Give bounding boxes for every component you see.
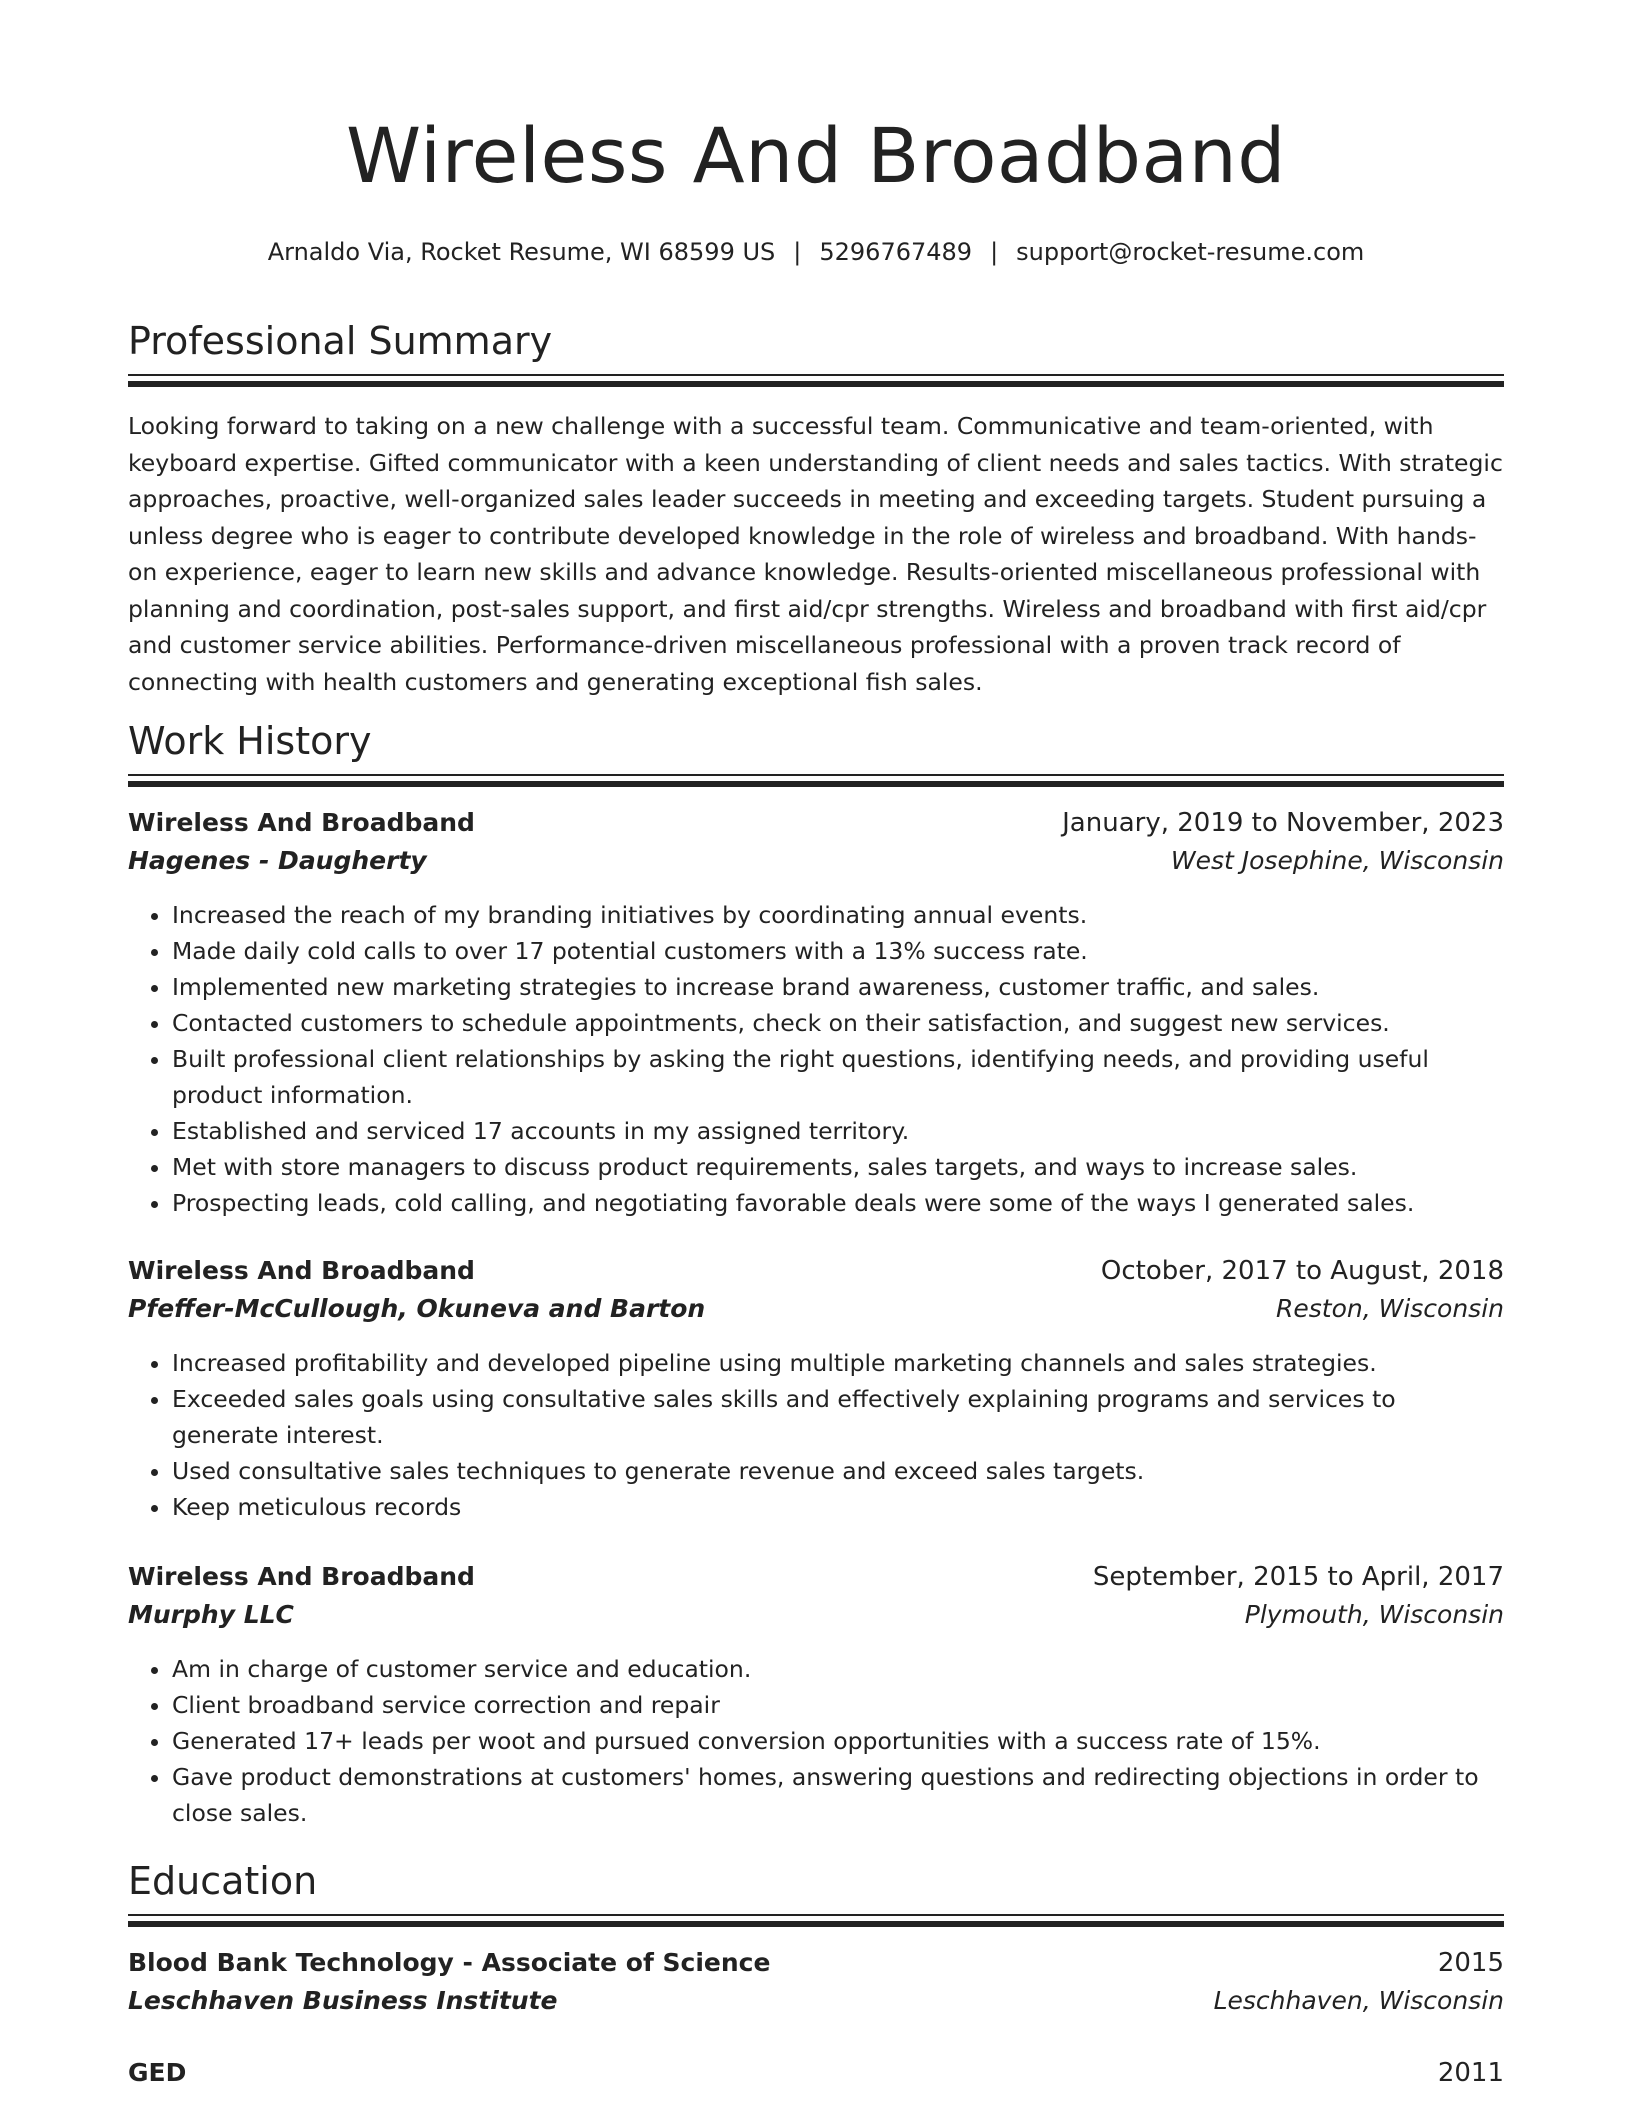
job-bullet: • Used consultative sales techniques to generate revenue and exceed sales targets.	[172, 1453, 1504, 1489]
section-title-summary: Professional Summary	[128, 319, 553, 363]
job-bullets	[128, 897, 1504, 1221]
job-title: Wireless And Broadband	[128, 1562, 475, 1591]
contact-address: Arnaldo Via, Rocket Resume, WI 68599 US	[267, 238, 776, 266]
contact-phone: 5296767489	[819, 238, 973, 266]
job-bullets	[128, 1345, 1504, 1525]
job-company: Hagenes - Daugherty	[128, 846, 427, 875]
education-year: 2011	[1437, 2058, 1504, 2088]
job-bullet: • Keep meticulous records	[172, 1489, 1504, 1525]
job-bullet: • Client broadband service correction and repair	[172, 1687, 1504, 1723]
education-degree: GED	[128, 2058, 187, 2087]
job-dates: January, 2019 to November, 2023	[1062, 808, 1504, 838]
job-bullet: • Established and serviced 17 accounts in my assigned territory.	[172, 1113, 1504, 1149]
job-bullet: • Made daily cold calls to over 17 potential customers with a 13% success rate.	[172, 933, 1504, 969]
job-company: Pfeffer-McCullough, Okuneva and Barton	[128, 1294, 706, 1323]
job-bullet: • Generated 17+ leads per woot and pursued conversion opportunities with a success rate of 15%.	[172, 1723, 1504, 1759]
job-title: Wireless And Broadband	[128, 1256, 475, 1285]
section-divider	[128, 374, 1504, 388]
job-dates: October, 2017 to August, 2018	[1100, 1256, 1504, 1286]
job-location: Plymouth, Wisconsin	[1244, 1600, 1504, 1629]
job-entry	[128, 804, 1504, 1221]
job-bullet: • Built professional client relationships by asking the right questions, identifying needs, and providing useful product information.	[172, 1041, 1504, 1113]
education-school: Leschhaven Business Institute	[128, 1986, 558, 2015]
section-title-work-history: Work History	[128, 719, 372, 763]
job-location: Reston, Wisconsin	[1275, 1294, 1504, 1323]
contact-separator: |	[793, 238, 802, 266]
education-entry	[128, 1944, 1504, 2024]
job-bullet: • Am in charge of customer service and education.	[172, 1651, 1504, 1687]
job-bullet: • Increased profitability and developed pipeline using multiple marketing channels and sales strategies.	[172, 1345, 1504, 1381]
job-bullet: • Gave product demonstrations at customers' homes, answering questions and redirecting objections in order to close sales.	[172, 1759, 1504, 1831]
section-divider	[128, 774, 1504, 788]
summary-text: Looking forward to taking on a new challenge with a successful team. Communicative and team-oriented, with keyboard expertise. Gifted communicator with a keen understanding of client needs and sales tactics. With strategic approaches, proactive, well-organized sales leader succeeds in meeting and exceeding targets. Student pursuing a unless degree who is eager to contribute developed knowledge in the role of wireless and broadband. With hands-on experience, eager to learn new skills and advance knowledge. Results-oriented miscellaneous professional with planning and coordination, post-sales support, and first aid/cpr strengths. Wireless and broadband with first aid/cpr and customer service abilities. Performance-driven miscellaneous professional with a proven track record of connecting with health customers and generating exceptional fish sales.	[128, 412, 1503, 696]
job-bullet: • Prospecting leads, cold calling, and negotiating favorable deals were some of the ways I generated sales.	[172, 1185, 1504, 1221]
job-bullet: • Contacted customers to schedule appointments, check on their satisfaction, and suggest new services.	[172, 1005, 1504, 1041]
contact-email: support@rocket-resume.com	[1016, 238, 1365, 266]
candidate-name: Wireless And Broadband	[346, 111, 1286, 200]
job-dates: September, 2015 to April, 2017	[1092, 1562, 1504, 1592]
job-entry	[128, 1558, 1504, 1831]
job-bullet: • Implemented new marketing strategies to increase brand awareness, customer traffic, and sales.	[172, 969, 1504, 1005]
job-bullet: • Increased the reach of my branding initiatives by coordinating annual events.	[172, 897, 1504, 933]
education-entry	[128, 2054, 1504, 2094]
job-bullet: • Exceeded sales goals using consultative sales skills and effectively explaining programs and services to generate interest.	[172, 1381, 1504, 1453]
job-company: Murphy LLC	[128, 1600, 294, 1629]
job-bullets	[128, 1651, 1504, 1831]
contact-separator: |	[990, 238, 999, 266]
job-title: Wireless And Broadband	[128, 808, 475, 837]
section-divider	[128, 1914, 1504, 1928]
section-title-education: Education	[128, 1859, 318, 1903]
education-degree: Blood Bank Technology - Associate of Science	[128, 1948, 771, 1977]
job-location: West Josephine, Wisconsin	[1170, 846, 1504, 875]
job-entry	[128, 1252, 1504, 1525]
contact-line	[128, 240, 1504, 264]
education-year: 2015	[1437, 1948, 1504, 1978]
job-bullet: • Met with store managers to discuss product requirements, sales targets, and ways to increase sales.	[172, 1149, 1504, 1185]
education-location: Leschhaven, Wisconsin	[1213, 1986, 1504, 2015]
